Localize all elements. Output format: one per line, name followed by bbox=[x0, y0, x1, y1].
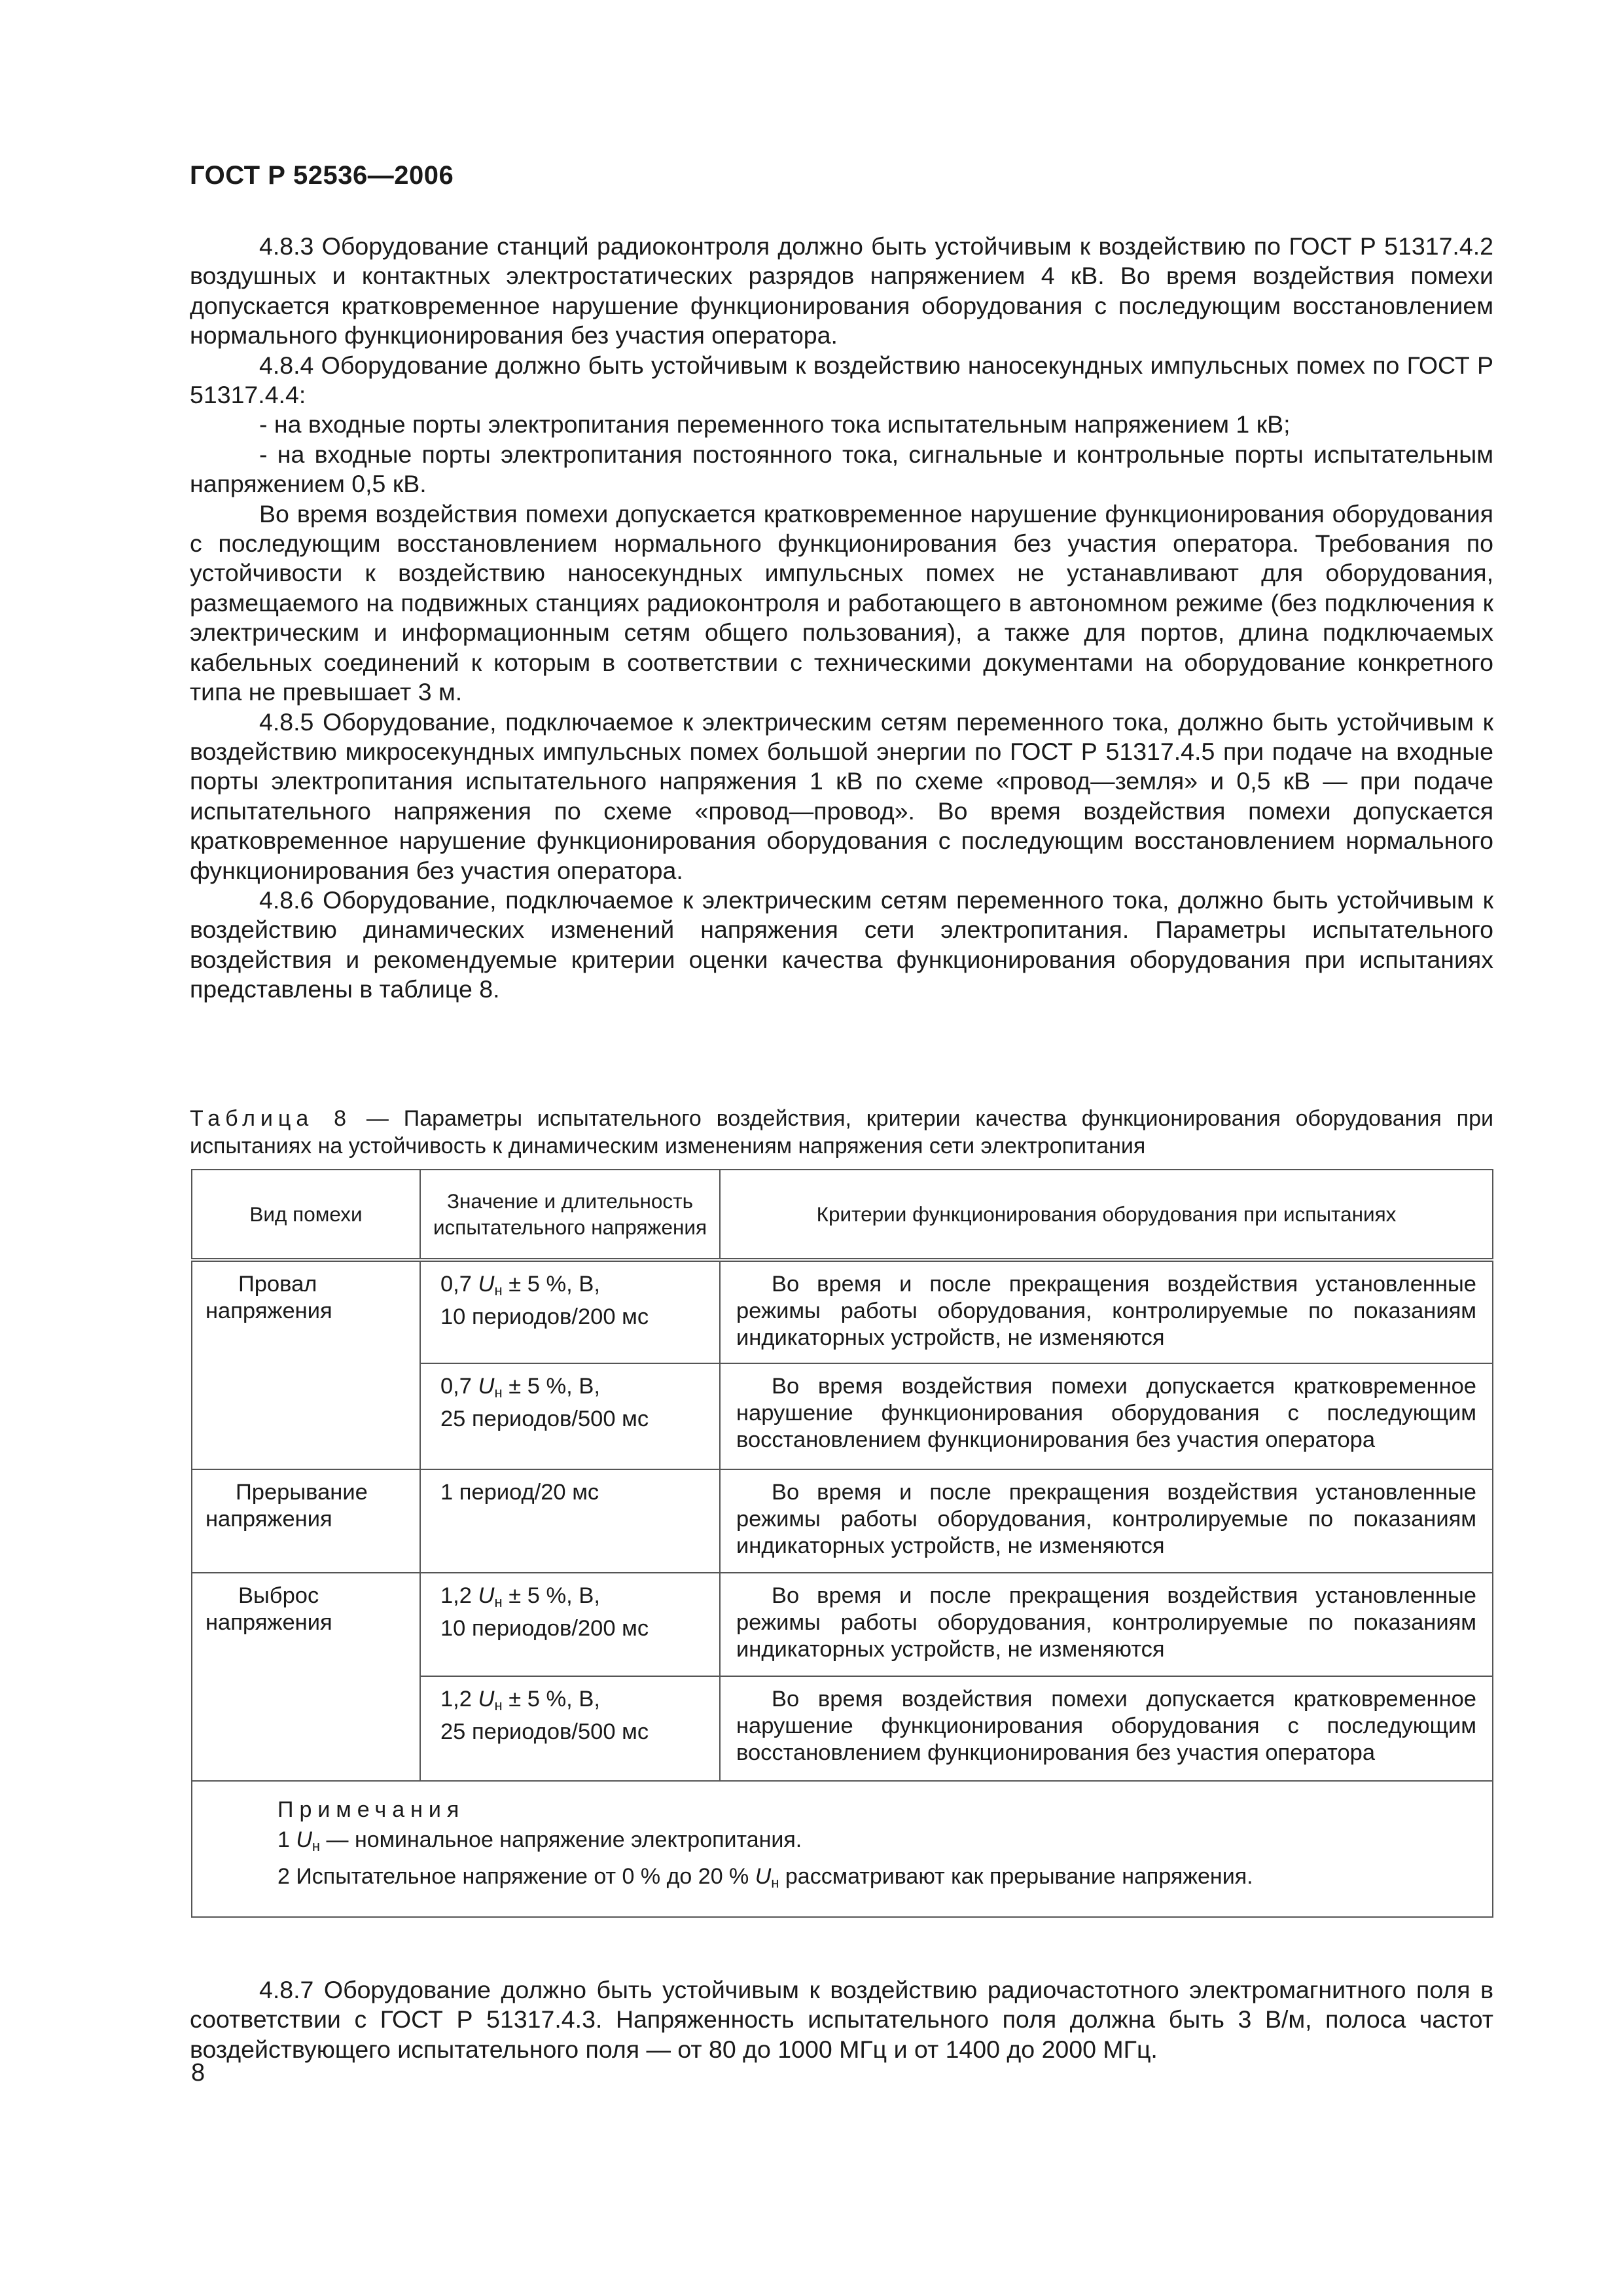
cell-value: 1,2 $U_н \pm 5$ %, В, 10 периодов/200 мс bbox=[420, 1573, 720, 1676]
header-value: Значение и длительность испытательного напряжения bbox=[420, 1170, 720, 1260]
table-header-row bbox=[192, 1170, 1493, 1260]
cell-value: 1,2 $U_н \pm 5$ %, В, 25 периодов/500 мс bbox=[420, 1676, 720, 1781]
paragraph-interference-note: Во время воздействия помехи допускается кратковременное нарушение функционирования оборудования с последующим восстановлением нормального функционирования без участия оператора. Требования по устойчивости к воздействию наносекундных импульсных помех не устанавливают для оборудования, размещаемого на подвижных станциях радиоконтроля и работающего в автономном режиме (без подключения к электрическим и информационным сетям общего пользования), а также для портов, длина подключаемых кабельных соединений к которым в соответствии с техническими документами на оборудование конкретного типа не превышает 3 м. bbox=[190, 499, 1493, 706]
cell-kind-surge: Выброс напряжения bbox=[192, 1573, 420, 1781]
table-row bbox=[192, 1469, 1493, 1573]
table-8 bbox=[191, 1169, 1493, 1918]
cell-kind-dip: Провал напряжения bbox=[192, 1260, 420, 1469]
table-caption-text: — Параметры испытательного воздействия, критерии качества функционирования оборудования при испытаниях на устойчивость к динамическим изменениям напряжения сети электропитания bbox=[190, 1106, 1493, 1158]
header-kind: Вид помехи bbox=[192, 1170, 420, 1260]
cell-criteria: Во время воздействия помехи допускается кратковременное нарушение функционирования оборудования с последующим восстановлением функционирования без участия оператора bbox=[720, 1676, 1493, 1781]
body-section-top bbox=[190, 232, 1493, 1005]
paragraph-4-8-4: 4.8.4 Оборудование должно быть устойчивым к воздействию наносекундных импульсных помех по ГОСТ Р 51317.4.4: bbox=[190, 351, 1493, 409]
body-section-bottom bbox=[190, 1975, 1493, 2064]
list-item-ac-ports: - на входные порты электропитания переменного тока испытательным напряжением 1 кВ; bbox=[259, 410, 1291, 439]
cell-kind-interruption: Прерывание напряжения bbox=[192, 1469, 420, 1573]
paragraph-4-8-6: 4.8.6 Оборудование, подключаемое к электрическим сетям переменного тока, должно быть устойчивым к воздействию динамических изменений напряжения сети электропитания. Параметры испытательного воздействия и рекомендуемые критерии оценки качества функционирования оборудования при испытаниях представлены в таблице 8. bbox=[190, 886, 1493, 1003]
table-caption-label: Таблица 8 bbox=[190, 1106, 352, 1131]
paragraph-4-8-7: 4.8.7 Оборудование должно быть устойчивым к воздействию радиочастотного электромагнитного поля в соответствии с ГОСТ Р 51317.4.3. Напряженность испытательного поля должна быть 3 В/м, полоса частот воздействующего испытательного поля — от 80 до 1000 МГц и от 1400 до 2000 МГц. bbox=[190, 1976, 1493, 2063]
table-caption bbox=[190, 1105, 1493, 1160]
cell-value: 1 период/20 мс bbox=[420, 1469, 720, 1573]
cell-criteria: Во время и после прекращения воздействия установленные режимы работы оборудования, контролируемые по показаниям индикаторных устройств, не изменяются bbox=[720, 1260, 1493, 1363]
cell-criteria: Во время и после прекращения воздействия установленные режимы работы оборудования, контролируемые по показаниям индикаторных устройств, не изменяются bbox=[720, 1573, 1493, 1676]
cell-criteria: Во время и после прекращения воздействия установленные режимы работы оборудования, контролируемые по показаниям индикаторных устройств, не изменяются bbox=[720, 1469, 1493, 1573]
table-notes-row bbox=[192, 1781, 1493, 1917]
note-1: 1 $U_н$ — номинальное напряжение электропитания. bbox=[277, 1827, 802, 1854]
paragraph-4-8-3: 4.8.3 Оборудование станций радиоконтроля должно быть устойчивым к воздействию по ГОСТ Р 51317.4.2 воздушных и контактных электростатических разрядов напряжением 4 кВ. Во время воздействия помехи допускается кратковременное нарушение функционирования оборудования с последующим восстановлением нормального функционирования без участия оператора. bbox=[190, 232, 1493, 350]
table-row bbox=[192, 1573, 1493, 1676]
list-item-dc-ports: - на входные порты электропитания постоянного тока, сигнальные и контрольные порты испытательным напряжением 0,5 кВ. bbox=[190, 440, 1493, 498]
table-notes bbox=[192, 1781, 1493, 1917]
cell-value: 0,7 $U_н \pm 5$ %, В, 25 периодов/500 мс bbox=[420, 1363, 720, 1469]
page-header-standard-number: ГОСТ Р 52536—2006 bbox=[190, 161, 454, 190]
cell-criteria: Во время воздействия помехи допускается кратковременное нарушение функционирования оборудования с последующим восстановлением функционирования без участия оператора bbox=[720, 1363, 1493, 1469]
page-number: 8 bbox=[191, 2059, 205, 2087]
note-2: 2 Испытательное напряжение от 0 % до 20 % $U_н$ рассматривают как прерывание напряжения. bbox=[277, 1864, 1253, 1891]
paragraph-4-8-5: 4.8.5 Оборудование, подключаемое к электрическим сетям переменного тока, должно быть устойчивым к воздействию микросекундных импульсных помех большой энергии по ГОСТ Р 51317.4.5 при подаче на входные порты электропитания испытательного напряжения 1 кВ по схеме «провод—земля» и 0,5 кВ — при подаче испытательного напряжения по схеме «провод—провод». Во время воздействия помехи допускается кратковременное нарушение функционирования оборудования с последующим восстановлением нормального функционирования без участия оператора. bbox=[190, 708, 1493, 884]
cell-value: 0,7 $U_н \pm 5$ %, В, 10 периодов/200 мс bbox=[420, 1260, 720, 1363]
notes-title: Примечания bbox=[277, 1797, 465, 1822]
header-criteria: Критерии функционирования оборудования при испытаниях bbox=[720, 1170, 1493, 1260]
table-row bbox=[192, 1260, 1493, 1363]
